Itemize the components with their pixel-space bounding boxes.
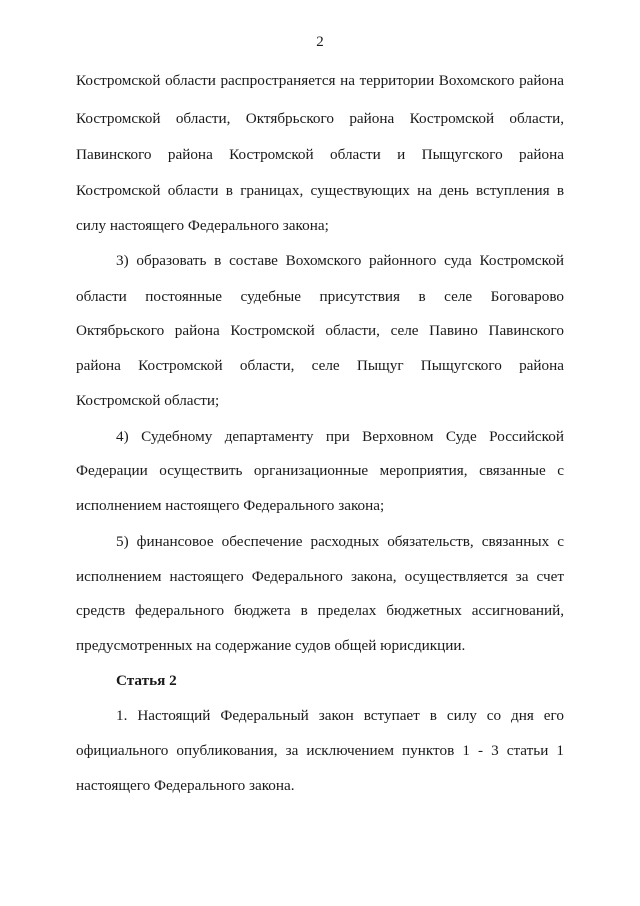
paragraph-line: исполнением настоящего Федерального закона; — [76, 497, 385, 514]
paragraph-line: Октябрьского района Костромской области, селе Павино Павинского — [76, 322, 564, 339]
paragraph-line: 5) финансовое обеспечение расходных обязательств, связанных с — [116, 533, 564, 550]
paragraph-line: Костромской области, Октябрьского района Костромской области, — [76, 110, 564, 127]
paragraph-line: Федерации осуществить организационные мероприятия, связанные с — [76, 462, 564, 479]
paragraph-line: района Костромской области, селе Пыщуг Пыщугского района — [76, 357, 564, 374]
paragraph-line: исполнением настоящего Федерального закона, осуществляется за счет — [76, 568, 564, 585]
page-number: 2 — [316, 34, 324, 50]
paragraph-line: настоящего Федерального закона. — [76, 777, 295, 794]
paragraph-line: силу настоящего Федерального закона; — [76, 217, 329, 234]
article-heading: Статья 2 — [116, 672, 177, 689]
paragraph-line: 3) образовать в составе Вохомского районного суда Костромской — [116, 252, 564, 269]
paragraph-line: Костромской области распространяется на территории Вохомского района — [76, 72, 564, 89]
paragraph-line: 1. Настоящий Федеральный закон вступает в силу со дня его — [116, 707, 564, 724]
paragraph-line: Костромской области в границах, существующих на день вступления в — [76, 182, 564, 199]
paragraph-line: средств федерального бюджета в пределах бюджетных ассигнований, — [76, 602, 564, 619]
paragraph-line: официального опубликования, за исключением пунктов 1 - 3 статьи 1 — [76, 742, 564, 759]
paragraph-line: Костромской области; — [76, 392, 220, 409]
paragraph-line: области постоянные судебные присутствия в селе Боговарово — [76, 288, 564, 305]
paragraph-line: предусмотренных на содержание судов общей юрисдикции. — [76, 637, 466, 654]
paragraph-line: 4) Судебному департаменту при Верховном Суде Российской — [116, 428, 564, 445]
paragraph-line: Павинского района Костромской области и Пыщугского района — [76, 146, 564, 163]
